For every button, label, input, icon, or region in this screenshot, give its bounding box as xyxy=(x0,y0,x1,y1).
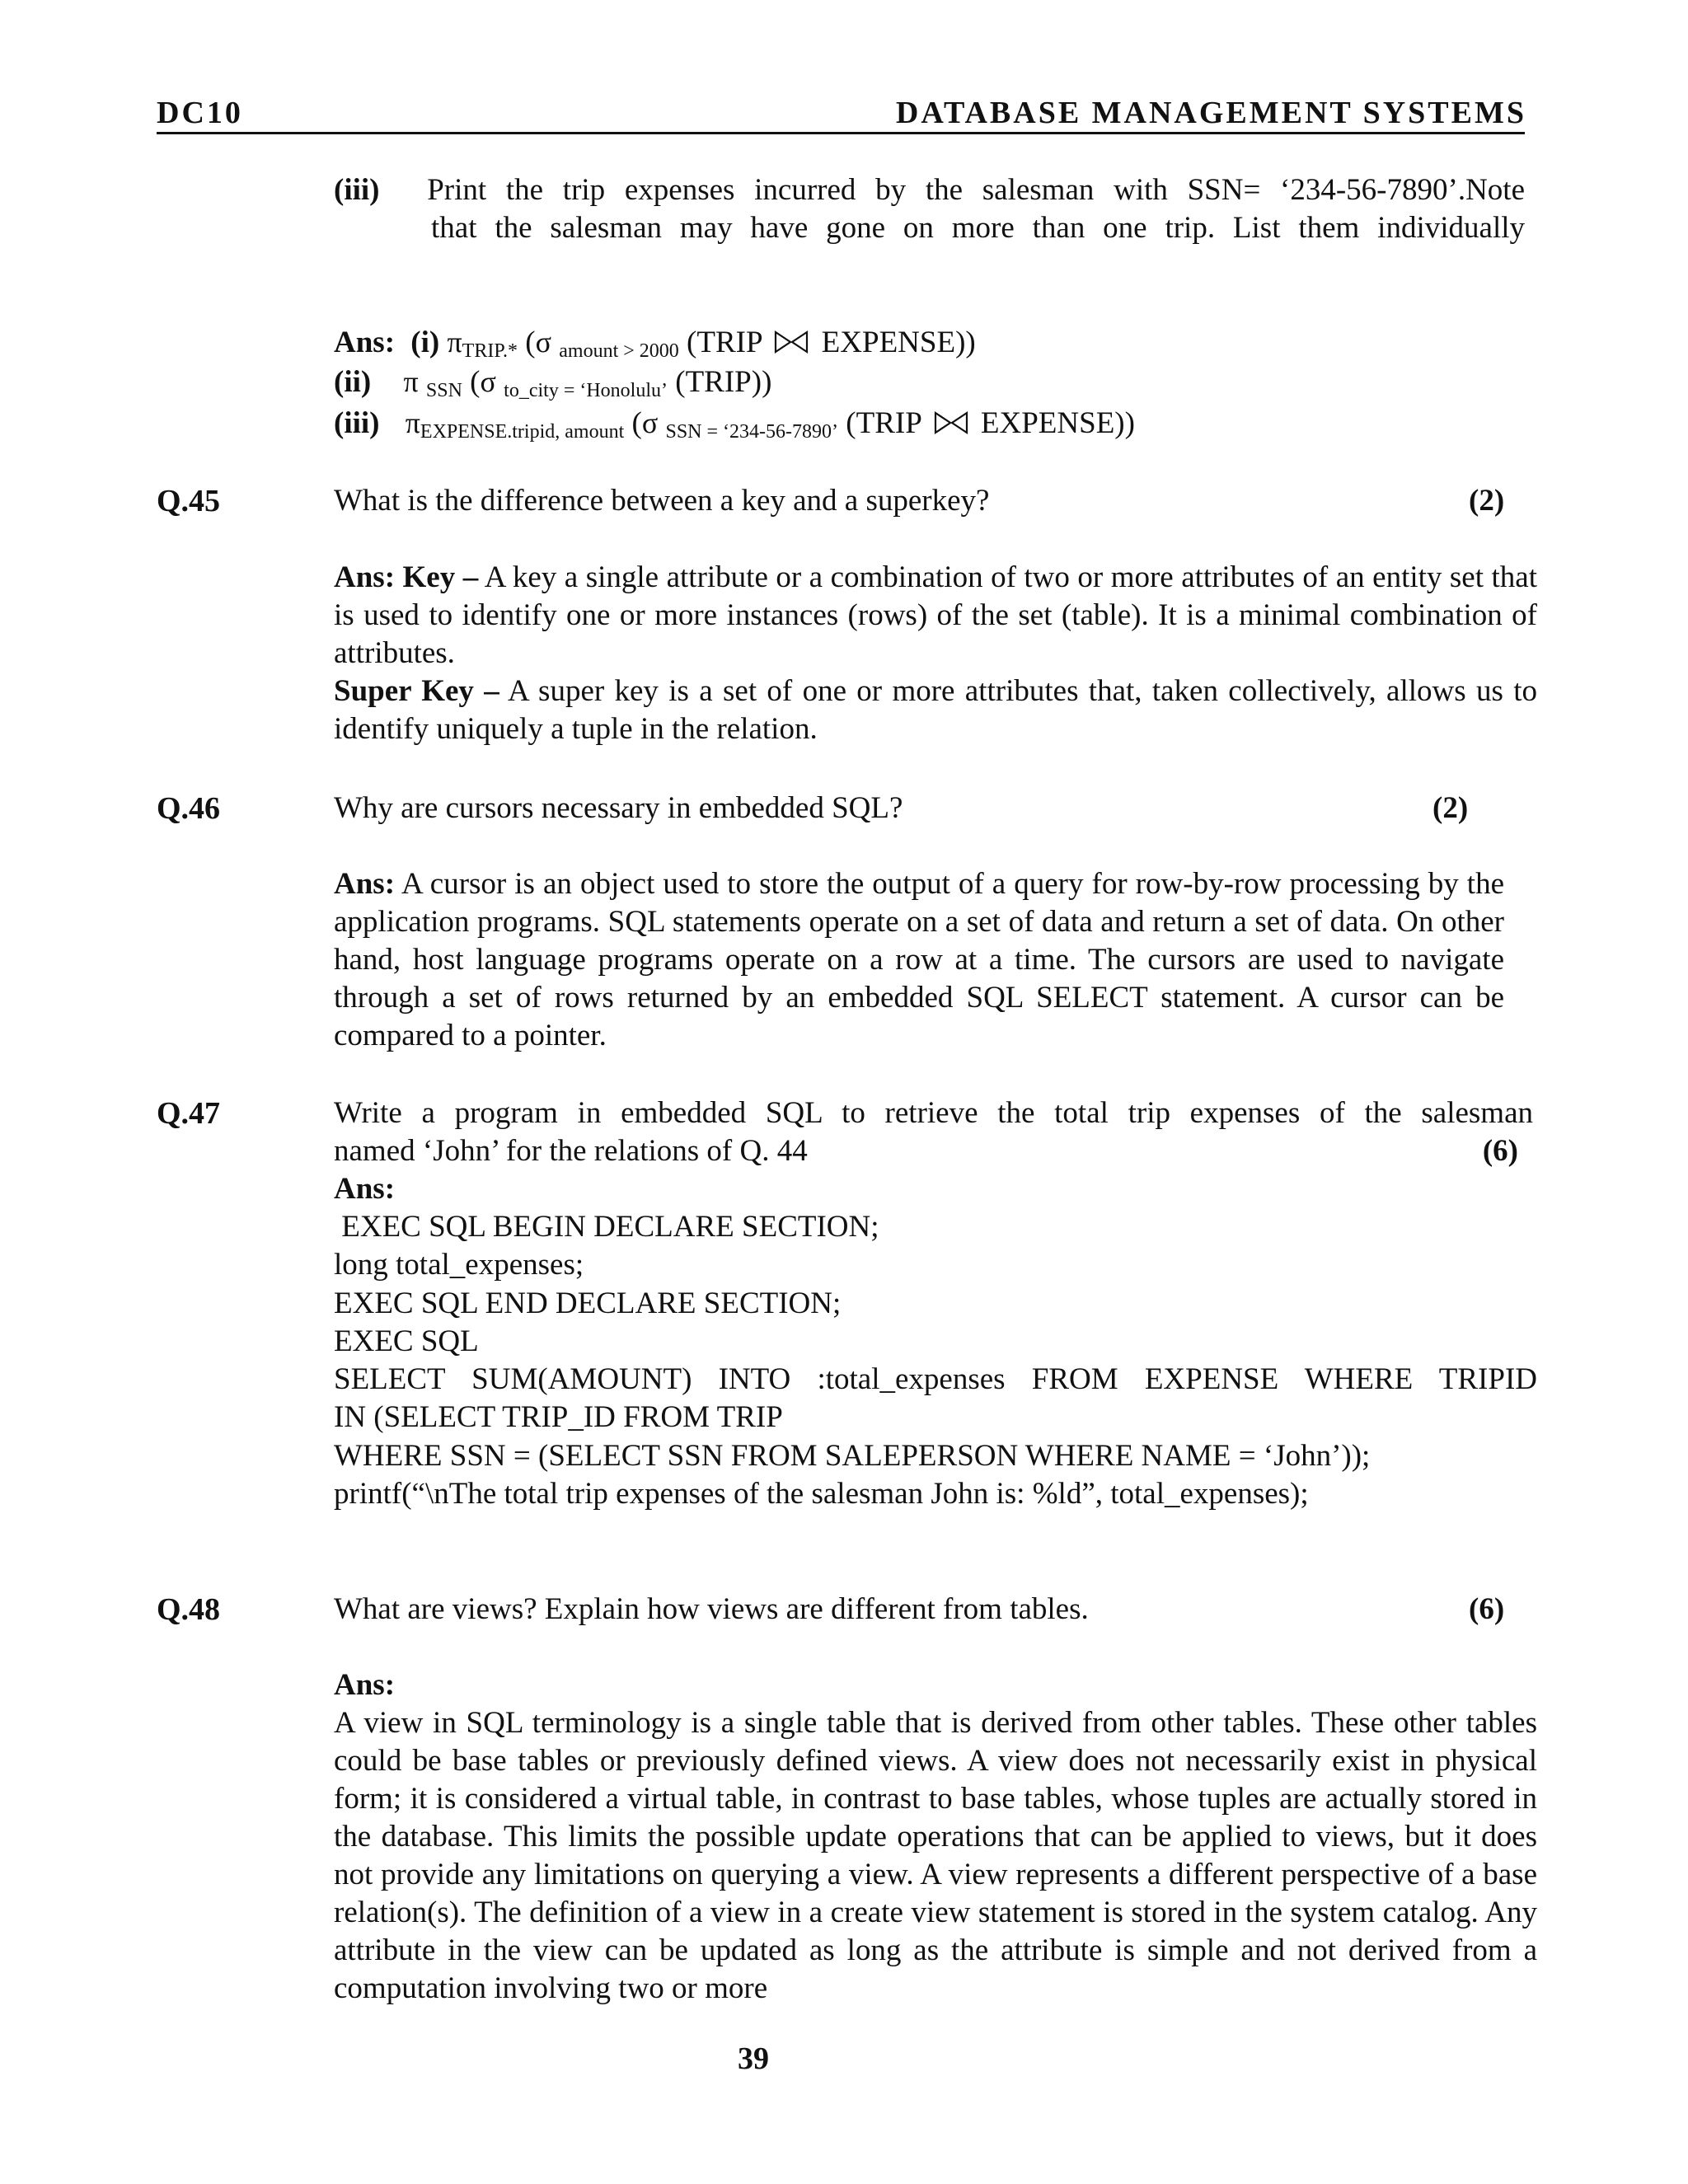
header-rule xyxy=(157,132,1525,134)
q44-answer-line3 xyxy=(334,404,1135,446)
open-paren: ( xyxy=(631,406,642,440)
code-line: long total_expenses; xyxy=(334,1248,584,1282)
code-line: IN (SELECT TRIP_ID FROM TRIP xyxy=(334,1400,783,1435)
pi-symbol: π xyxy=(405,406,420,439)
question-text: Why are cursors necessary in embedded SQL? xyxy=(334,791,903,825)
question-number: Q.45 xyxy=(157,484,221,518)
header-code: DC10 xyxy=(157,96,243,130)
answer-part-label: (i) xyxy=(410,326,440,359)
relation: (TRIP)) xyxy=(675,365,772,399)
question-number: Q.48 xyxy=(157,1592,221,1627)
q44-part3-label: (iii) xyxy=(334,173,380,207)
ans-label: Ans: xyxy=(334,1172,396,1206)
relation-right: EXPENSE)) xyxy=(980,406,1135,440)
q44-answer-line1 xyxy=(334,323,976,365)
q46-answer xyxy=(334,865,1504,1055)
open-paren: ( xyxy=(470,365,481,399)
ans-label: Ans: xyxy=(334,1668,396,1702)
answer-part-label: (iii) xyxy=(334,406,380,440)
key-definition: A key a single attribute or a combination of two or more attributes of an entity set that is used to identify one or more instances (rows) of the set (table). It is a minimal combination of attributes. xyxy=(334,560,1537,670)
key-label: Ans: Key – xyxy=(334,560,479,594)
question-text: What is the difference between a key and a superkey? xyxy=(334,484,990,518)
code-line: EXEC SQL xyxy=(334,1324,479,1358)
sigma-subscript: amount > 2000 xyxy=(559,340,679,362)
relation-right: EXPENSE)) xyxy=(821,326,976,359)
superkey-definition: A super key is a set of one or more attributes that, taken collectively, allows us to identify uniquely a tuple in the relation. xyxy=(334,674,1537,746)
sigma-symbol: σ xyxy=(641,406,659,439)
question-number: Q.47 xyxy=(157,1096,221,1131)
natural-join-icon xyxy=(932,408,970,438)
open-paren: ( xyxy=(525,326,536,359)
question-text-line2: named ‘John’ for the relations of Q. 44 xyxy=(334,1134,808,1168)
question-marks: (6) xyxy=(1469,1592,1505,1626)
q47-question xyxy=(334,1094,1533,1170)
answer-text: A view in SQL terminology is a single table that is derived from other tables. These other tables could be base tables or previously defined views. A view does not necessarily exist in physical form; it is considered a virtual table, in contrast to base tables, whose tuples are actually stored in the database. This limits the possible update operations that can be applied to views, but it does not provide any limitations on querying a view. A view represents a different perspective of a base relation(s). The definition of a view in a create view statement is stored in the system catalog. Any attribute in the view can be updated as long as the attribute is simple and not derived from a computation involving two or more xyxy=(334,1706,1537,2005)
answer-part-label: (ii) xyxy=(334,365,372,399)
relation-left: (TRIP xyxy=(687,326,762,359)
question-text-line1: Write a program in embedded SQL to retrieve the total trip expenses of the salesman xyxy=(334,1096,1533,1130)
code-line: EXEC SQL BEGIN DECLARE SECTION; xyxy=(334,1210,879,1244)
q44-part3-line1: Print the trip expenses incurred by the salesman with SSN= ‘234-56-7890’.Note xyxy=(427,173,1525,207)
pi-subscript: SSN xyxy=(425,380,462,401)
sigma-subscript: to_city = ‘Honolulu’ xyxy=(504,380,668,401)
pi-subscript: TRIP.* xyxy=(462,340,518,362)
q44-answer-line2 xyxy=(334,363,771,405)
relation-left: (TRIP xyxy=(846,406,921,440)
pi-symbol: π xyxy=(403,365,419,398)
sigma-symbol: σ xyxy=(480,365,496,398)
page-number: 39 xyxy=(738,2041,769,2076)
code-block xyxy=(334,1208,1537,1513)
question-marks: (6) xyxy=(1482,1134,1518,1168)
question-number: Q.46 xyxy=(157,791,221,826)
header-title: DATABASE MANAGEMENT SYSTEMS xyxy=(895,96,1526,130)
question-text: What are views? Explain how views are different from tables. xyxy=(334,1592,1089,1626)
pi-symbol: π xyxy=(447,326,462,359)
sigma-subscript: SSN = ‘234-56-7890’ xyxy=(665,421,839,443)
superkey-label: Super Key – xyxy=(334,674,499,708)
ans-label: Ans: xyxy=(334,867,396,901)
question-marks: (2) xyxy=(1469,484,1505,518)
question-marks: (2) xyxy=(1432,791,1469,825)
code-line: printf(“\nThe total trip expenses of the salesman John is: %ld”, total_expenses); xyxy=(334,1477,1309,1511)
q44-part3 xyxy=(334,171,1525,247)
code-line: SELECT SUM(AMOUNT) INTO :total_expenses FROM EXPENSE WHERE TRIPID xyxy=(334,1362,1537,1397)
code-line: EXEC SQL END DECLARE SECTION; xyxy=(334,1286,842,1320)
pi-subscript: EXPENSE.tripid, amount xyxy=(420,421,625,443)
q44-part3-line2: that the salesman may have gone on more than one trip. List them individually xyxy=(431,211,1525,245)
code-line: WHERE SSN = (SELECT SSN FROM SALEPERSON WHERE NAME = ‘John’)); xyxy=(334,1438,1371,1473)
ans-label: Ans: xyxy=(334,326,396,359)
q45-answer xyxy=(334,559,1537,748)
natural-join-icon xyxy=(772,327,810,357)
answer-text: A cursor is an object used to store the output of a query for row-by-row processing by the application programs. SQL statements operate on a set of data and return a set of data. On other hand, host language programs operate on a row at a time. The cursors are used to navigate through a set of rows returned by an embedded SQL SELECT statement. A cursor can be compared to a pointer. xyxy=(334,867,1505,1052)
sigma-symbol: σ xyxy=(535,326,551,359)
